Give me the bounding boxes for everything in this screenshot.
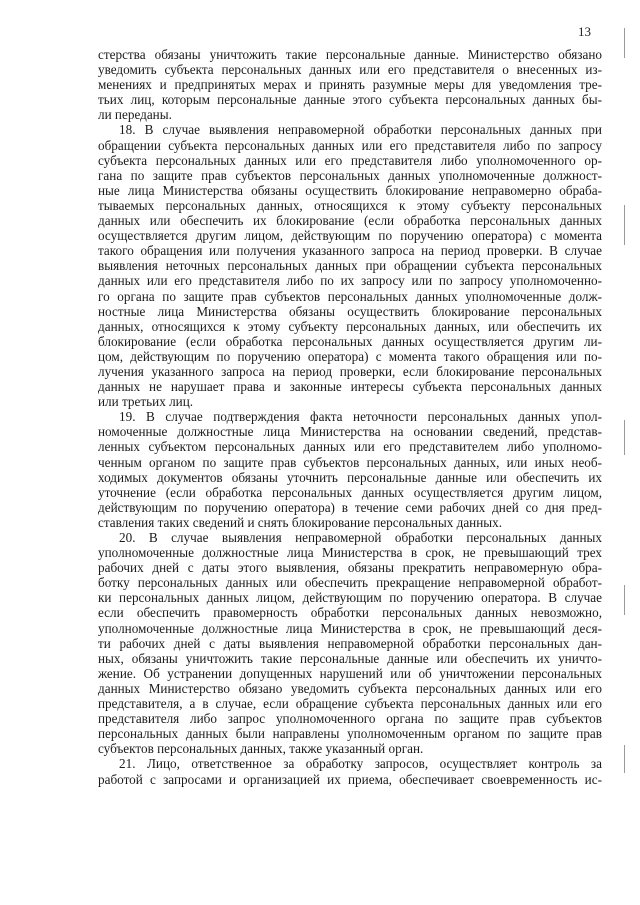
text-line: 20. В случае выявления неправомерной обработки персональных данных xyxy=(119,530,602,545)
text-line: тываемых персональных данных, относящихся к этому субъекту персональных xyxy=(98,197,602,213)
text-line: осуществляется другим лицом, действующим по поручению оператора) с момента xyxy=(98,228,602,244)
text-line: уполномоченные должностные лица Министерства в срок, не превышающий трех xyxy=(98,545,602,561)
page-number: 13 xyxy=(578,24,591,39)
text-line: ки персональных данных лицом, действующим по поручению оператора. В случае xyxy=(98,590,602,606)
text-line: ных, обязаны уничтожить такие персональные данные или обеспечить их уничто- xyxy=(98,650,602,666)
text-line: 19. В случае подтверждения факта неточности персональных данных упол- xyxy=(119,409,602,425)
text-line: номоченные должностные лица Министерства на основании сведений, представ- xyxy=(98,424,602,440)
text-line: рабочих дней с даты этого выявления, обязаны прекратить неправомерную обра- xyxy=(98,560,602,576)
text-line: го органа по защите прав субъектов персональных данных уполномоченные долж- xyxy=(98,288,602,304)
text-line: данных Министерство обязано уведомить субъекта персональных данных или его xyxy=(98,680,602,696)
text-line: 18. В случае выявления неправомерной обработки персональных данных при xyxy=(119,122,602,138)
text-line: ли переданы. xyxy=(98,107,172,123)
text-line: представителя, а в случае, если обращение субъекта персональных данных или его xyxy=(98,696,602,712)
text-line: субъекта персональных данных или его представителя либо уполномоченного ор- xyxy=(98,152,602,168)
text-line: уточнение (если обработка персональных данных осуществляется другим лицом, xyxy=(98,484,602,500)
text-line: данных не нарушает права и законные интересы субъекта персональных данных xyxy=(98,379,602,395)
text-line: субъектов персональных данных, также указанный орган. xyxy=(98,741,424,757)
text-line: ставления таких сведений и снять блокирование персональных данных. xyxy=(98,514,503,530)
text-line: такого обращения или получения указанного запроса на период проверки. В случае xyxy=(98,243,602,259)
text-line: ленных субъектом персональных данных или его представителем либо уполномо- xyxy=(98,439,602,455)
text-line: данных, относящихся к этому субъекту персональных данных, или обеспечить их xyxy=(98,318,602,334)
text-line: менениях и предпринятых мерах и принять разумные меры для уведомления тре- xyxy=(98,77,602,93)
text-line: ностные лица Министерства обязаны осуществить блокирование персональных xyxy=(98,303,602,319)
text-line: гана по защите прав субъектов персональных данных уполномоченные должност- xyxy=(98,167,602,183)
text-line: 21. Лицо, ответственное за обработку запросов, осуществляет контроль за xyxy=(119,756,602,772)
scan-edge-mark xyxy=(624,585,625,615)
text-line: тьих лиц, которым персональные данные этого субъекта персональных данных бы- xyxy=(98,92,602,108)
text-line: обращении субъекта персональных данных или его представителя либо по запросу xyxy=(98,137,602,153)
text-line: ботку персональных данных или обеспечить прекращение неправомерной обработ- xyxy=(98,575,602,591)
text-line: данных или его представителя либо по их запросу или по запросу уполномоченно- xyxy=(98,273,602,289)
document-body xyxy=(98,47,602,787)
text-line: цом, действующим по поручению оператора) с момента такого обращения или по- xyxy=(98,348,602,364)
scan-edge-mark xyxy=(624,28,625,58)
scan-edge-mark xyxy=(624,420,625,455)
text-line: действующим по поручению оператора) в течение семи рабочих дней со дня пред- xyxy=(98,499,602,515)
text-line: уведомить субъекта персональных данных или его представителя о внесенных из- xyxy=(98,62,602,78)
text-line: или третьих лиц. xyxy=(98,394,194,410)
text-line: представителя либо запрос уполномоченного органа по защите прав субъектов xyxy=(98,711,602,727)
text-line: если обеспечить правомерность обработки персональных данных невозможно, xyxy=(98,605,602,621)
text-line: лучения указанного запроса на период проверки, если блокирование персональных xyxy=(98,363,602,379)
text-line: уполномоченные должностные лица Министерства в срок, не превышающий деся- xyxy=(98,620,602,636)
text-line: ченным органом по защите прав субъектов персональных данных, или иных необ- xyxy=(98,454,602,470)
text-line: работой с запросами и организацией их приема, обеспечивает своевременность ис- xyxy=(98,771,602,787)
scan-edge-mark xyxy=(624,745,625,773)
text-line: выявления неточных персональных данных при обращении субъекта персональных xyxy=(98,258,602,274)
scan-edge-mark xyxy=(624,205,625,245)
text-line: ходимых документов обязаны уточнить персональные данные или обеспечить их xyxy=(98,469,602,485)
text-line: персональных данных были направлены уполномоченным органом по защите прав xyxy=(98,726,602,742)
text-line: блокирование (если обработка персональных данных осуществляется другим ли- xyxy=(98,333,602,349)
text-line: ные лица Министерства обязаны осуществить блокирование неправомерно обраба- xyxy=(98,182,602,198)
text-line: данных или обеспечить их блокирование (если обработка персональных данных xyxy=(98,213,602,229)
text-line: жение. Об устранении допущенных нарушений или об уничтожении персональных xyxy=(98,665,602,681)
text-line: ти рабочих дней с даты выявления неправомерной обработки персональных дан- xyxy=(98,635,602,651)
text-line: стерства обязаны уничтожить такие персональные данные. Министерство обязано xyxy=(98,47,602,62)
